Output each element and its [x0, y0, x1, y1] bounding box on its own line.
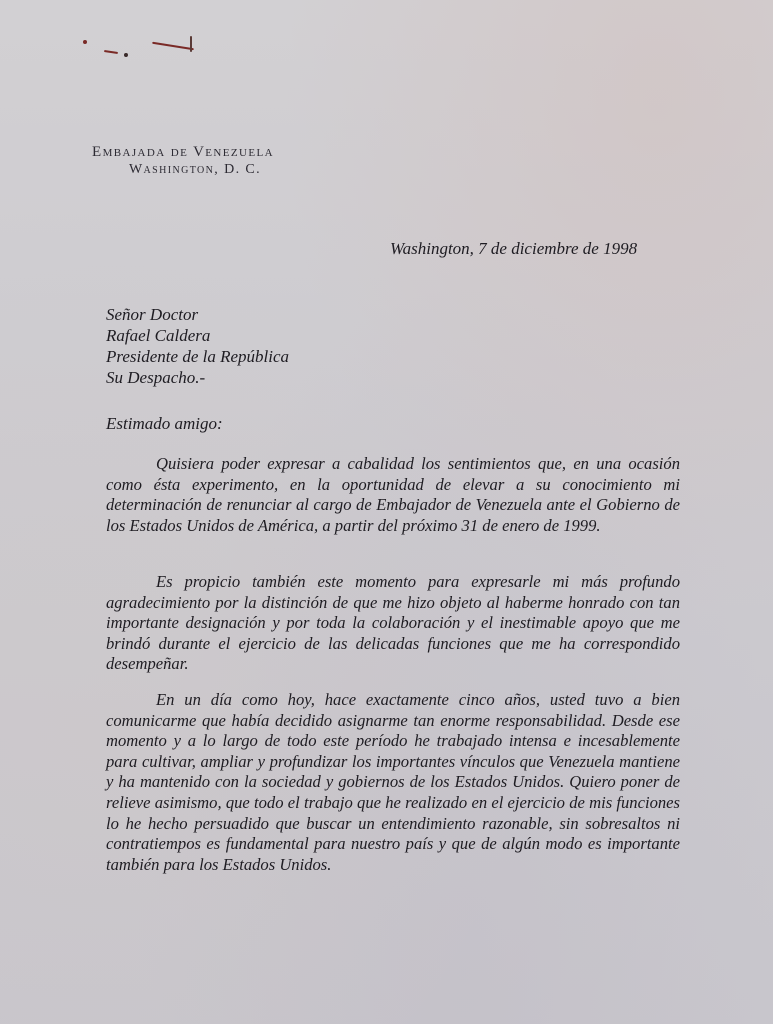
ink-mark [83, 40, 87, 44]
recipient-name: Rafael Caldera [106, 326, 211, 345]
body-paragraph: Es propicio también este momento para expresarle mi más profundo agradecimiento por la distinción de que me hizo objeto al haberme honrado con tan importante designación y por toda la colaboración y el inestimable apoyo que me brindó durante el ejercicio de las delicadas funciones que me ha correspondido desempeñar. [106, 572, 680, 674]
recipient-office: Su Despacho.- [106, 368, 206, 387]
body-paragraph: Quisiera poder expresar a cabalidad los sentimientos que, en una ocasión como ésta experimento, en la oportunidad de elevar a su conocimiento mi determinación de renunciar al cargo de Embajador de Venezuela ante el Gobierno de los Estados Unidos de América, a partir del próximo 31 de enero de 1999. [106, 454, 680, 535]
recipient-block [106, 304, 289, 388]
letterhead-city: Washington, D. C. [128, 162, 262, 177]
ink-mark [190, 36, 192, 52]
letterhead-embassy: Embajada de Venezuela [92, 144, 274, 160]
show-through-watermark [290, 295, 650, 435]
letterhead [73, 143, 293, 179]
body-paragraph: En un día como hoy, hace exactamente cinco años, usted tuvo a bien comunicarme que había decidido asignarme tan enorme responsabilidad. Desde ese momento y a lo largo de todo este período he trabajado intensa e incesablemente para cultivar, ampliar y profundizar los importantes vínculos que Venezuela mantiene y ha mantenido con la sociedad y gobiernos de los Estados Unidos. Quiero poner de relieve asimismo, que todo el trabajo que he realizado en el ejercicio de mis funciones lo he hecho persuadido que buscar un entendimiento razonable, sin sobresaltos ni contratiempos es fundamental para nuestro país y que de algún modo es importante también para los Estados Unidos. [106, 690, 680, 874]
ink-mark [124, 53, 128, 57]
salutation: Estimado amigo: [106, 414, 223, 433]
letter-date: Washington, 7 de diciembre de 1998 [390, 239, 638, 258]
ink-mark [104, 50, 118, 54]
recipient-title: Señor Doctor [106, 305, 199, 324]
recipient-position: Presidente de la República [106, 347, 290, 366]
ink-mark [152, 42, 194, 51]
